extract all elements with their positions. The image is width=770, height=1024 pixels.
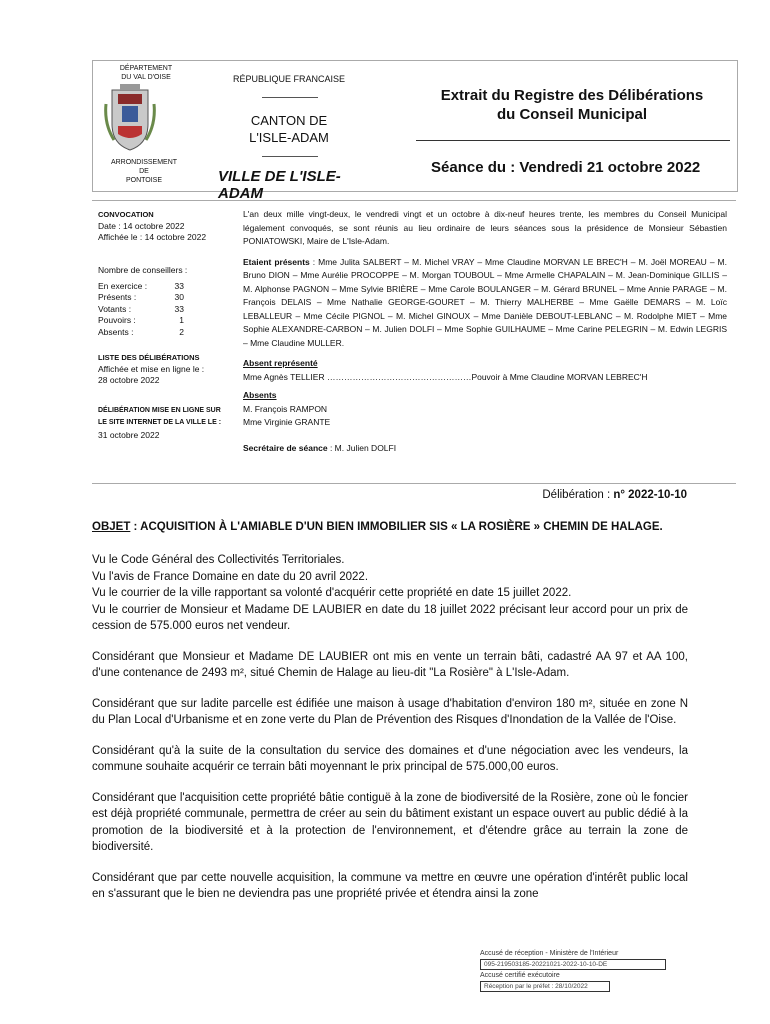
paragraph: Considérant que sur ladite parcelle est édifiée une maison à usage d'habitation d'environ 180 m², située en zone N du Plan Local d'Urbanisme et en zone verte du Plan de Prévention des Risques d'Inondation de la Vallée de l'Oise. <box>92 697 688 726</box>
conseillers-label: Nombre de conseillers : <box>98 265 188 275</box>
conseillers-row: Absents : 2 <box>98 326 184 337</box>
convocation-label: CONVOCATION <box>98 210 154 219</box>
secretaire: Secrétaire de séance : M. Julien DOLFI <box>243 442 397 453</box>
stamp-box: 095-219503185-20221021-2022-10-10-DE <box>480 959 666 970</box>
conseillers-row: Présents : 30 <box>98 292 184 302</box>
convocation-date: Date : 14 octobre 2022 <box>98 220 185 231</box>
divider <box>262 97 318 98</box>
right-column <box>243 208 727 455</box>
deliberation-number: Délibération : n° 2022-10-10 <box>542 489 687 501</box>
seance-date: Séance du : Vendredi 21 octobre 2022 <box>431 159 701 176</box>
convocation-block <box>98 209 228 244</box>
conseillers-row: Votants : 33 <box>98 303 184 314</box>
stamp-box: Réception par le préfet : 28/10/2022 <box>480 981 610 992</box>
body-text <box>92 552 688 917</box>
mise-en-ligne-label: DÉLIBÉRATION MISE EN LIGNE SUR LE SITE INTERNET DE LA VILLE LE : <box>98 407 222 426</box>
paragraph: Considérant que Monsieur et Madame DE LAUBIER ont mis en vente un terrain bâti, cadastré AA 97 et AA 100, d'une contenance de 2493 m², situé Chemin de Halage au lieu-dit "La Rosière" à L'Isle-Adam. <box>92 650 688 679</box>
paragraph: Considérant que l'acquisition cette propriété bâtie contiguë à la zone de biodiversité de la Rosière, zone où le foncier est déjà propriété communale, permettra de créer au sein du bâtiment existant un espace ouvert au public dédié à la promotion de la biodiversité et à la protection de l'environnement, et d'étendre grâce au terrain la zone de biodiversité. <box>92 791 688 853</box>
paragraph: Considérant qu'à la suite de la consultation du service des domaines et d'une négociation avec les vendeurs, la commune souhaite acquérir ce terrain bâti moyennant le prix principal de 575.000,00 euros. <box>92 744 688 773</box>
convocation-affichee: Affichée le : 14 octobre 2022 <box>98 232 207 242</box>
absent-represente: Absent représenté Mme Agnès TELLIER ……………………………………………Pouvoir à Mme Claudine MORVAN LEBREC'H <box>243 358 648 382</box>
reception-stamp <box>480 948 670 994</box>
intro-text: L'an deux mille vingt-deux, le vendredi vingt et un octobre à dix-neuf heures trente, les membres du Conseil Municipal légalement convoqués, se sont réunis au lieu ordinaire de leurs séances sous la présidence de Monsieur Sébastien PONIATOWSKI, Maire de L'Isle-Adam. <box>243 209 727 246</box>
presents-text: Etaient présents : Mme Julita SALBERT – M. Michel VRAY – Mme Claudine MORVAN LE BREC'H – M. Joël MOREAU – M. Bruno DION – Mme Aurélie PROCOPPE – M. Morgan TOUBOUL – Mme Armelle CHAPALAIN – M. Jean-Dominique GILLIS – M. Alphonse PAGNON – Mme Sylvie BRIÈRE – Mme Carole BOULANGER – M. Gérard BRUNEL – Mme Annie PARAGE – M. François DELAIS – Mme Nathalie GEORGE-GOURET – M. Thierry MALHERBE – Mme Gaëlle DEMARS – M. Loïc LEBALLEUR – Mme Cécile PIGNOL – M. Michel GINOUX – Mme Danièle DEBOUT-LEBLANC – M. Rodolphe MIET – Mme Sophie ALEXANDRE-CARBON – M. Julien DOLFI – Mme Sophie GUILHAUME – Mme Carine PELEGRIN – M. Edwin LEGRIS – Mme Claudine MULLER. <box>243 256 727 348</box>
liste-block <box>98 352 228 387</box>
conseillers-block <box>98 265 228 338</box>
coat-of-arms-logo <box>104 84 156 152</box>
mise-en-ligne-date: 31 octobre 2022 <box>98 430 160 440</box>
conseillers-row: Pouvoirs : 1 <box>98 315 184 325</box>
title-underline <box>416 140 730 141</box>
stamp-line: Accusé de réception - Ministère de l'Intérieur <box>480 950 619 957</box>
stamp-line: Accusé certifié exécutoire <box>480 972 560 979</box>
paragraph: Considérant que par cette nouvelle acquisition, la commune va mettre en œuvre une opération d'intérêt public local en s'assurant que le bien ne deviendra pas une propriété privée et étendra ainsi la zone <box>92 871 688 900</box>
liste-text: Affichée et mise en ligne le : 28 octobre 2022 <box>98 363 205 385</box>
objet-line: OBJET : ACQUISITION À L'AMIABLE D'UN BIEN IMMOBILIER SIS « LA ROSIÈRE » CHEMIN DE HALAGE. <box>92 521 663 533</box>
arrondissement-label: ARRONDISSEMENT DE PONTOISE <box>110 159 178 184</box>
mise-en-ligne-block <box>98 405 233 442</box>
vu-paragraph: Vu le Code Général des Collectivités Territoriales. Vu l'avis de France Domaine en date du 20 avril 2022. Vu le courrier de la ville rapportant sa volonté d'acquérir cette propriété en date 15 juillet 2022. Vu le courrier de Monsieur et Madame DE LAUBIER en date du 18 juillet 2022 précisant leur accord pour un prix de cession de 575.000 euros net vendeur. <box>92 554 688 632</box>
republique-label: RÉPUBLIQUE FRANCAISE <box>232 74 346 84</box>
absents: Absents M. François RAMPON Mme Virginie GRANTE <box>243 390 331 427</box>
canton-label: CANTON DE L'ISLE-ADAM <box>249 113 329 145</box>
ville-label: VILLE DE L'ISLE-ADAM <box>218 168 341 202</box>
liste-label: LISTE DES DÉLIBÉRATIONS <box>98 353 200 362</box>
conseillers-row: En exercice : 33 <box>98 280 184 291</box>
page-title: Extrait du Registre des Délibérations du Conseil Municipal <box>440 87 704 123</box>
departement-label: DÉPARTEMENT DU VAL D'OISE <box>119 65 173 81</box>
divider <box>262 156 318 157</box>
